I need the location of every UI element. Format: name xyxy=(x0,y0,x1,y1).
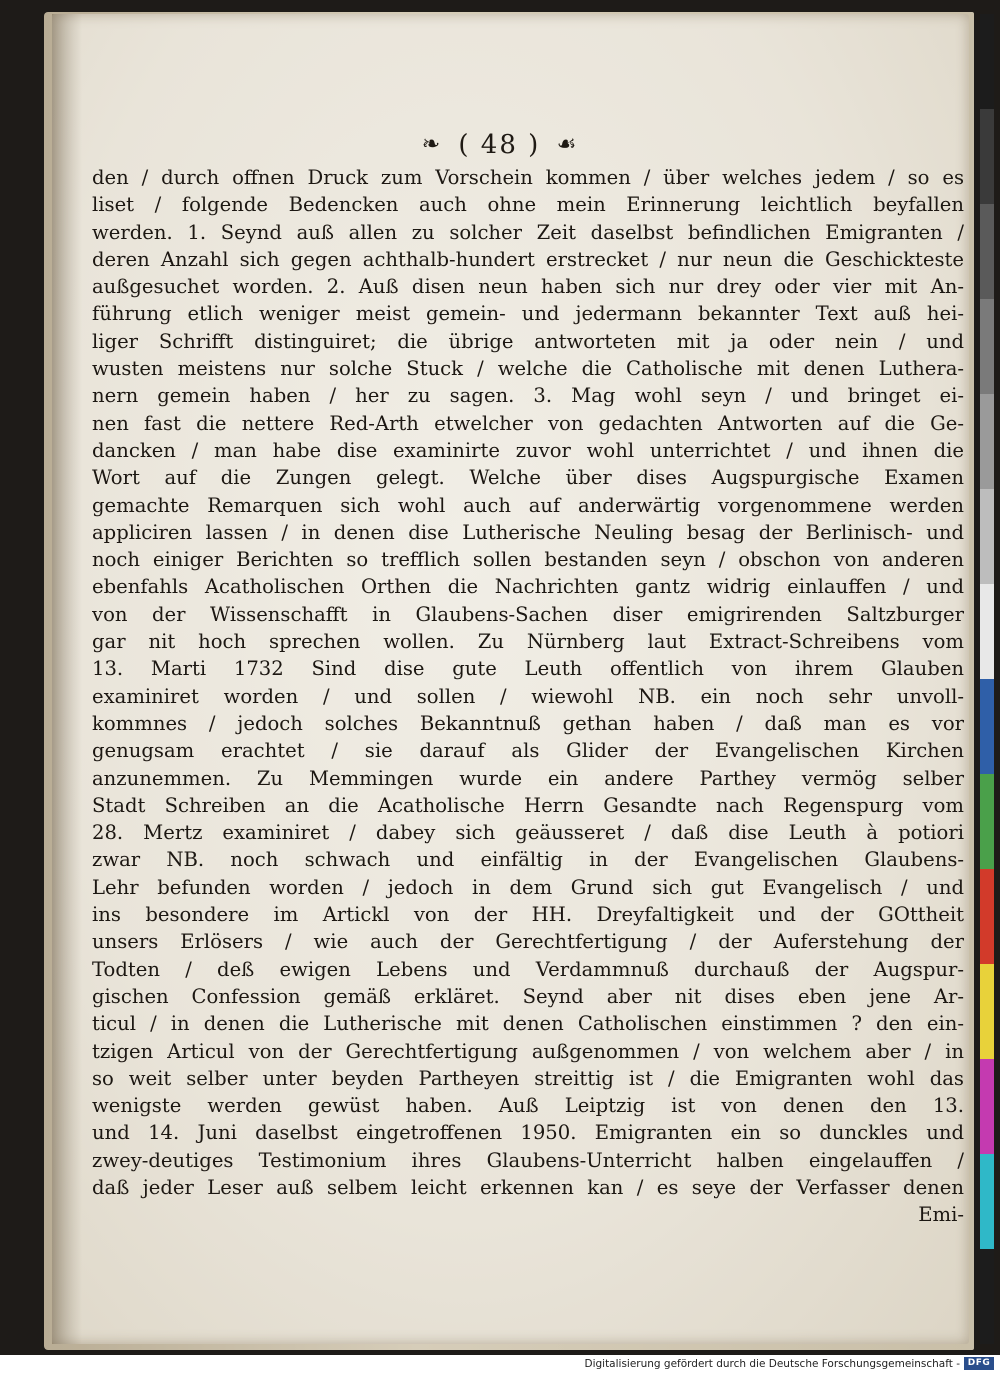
color-swatch xyxy=(980,964,994,1059)
text-line: ins besondere im Artickl von der HH. Dreyfaltigkeit und der GOttheit xyxy=(92,903,964,927)
text-line: ebenfahls Acatholischen Orthen die Nachrichten gantz widrig einlauffen / und xyxy=(92,575,964,599)
binding-shadow xyxy=(52,14,82,1344)
color-swatch xyxy=(980,1154,994,1249)
text-line: 13. Marti 1732 Sind dise gute Leuth offentlich von ihrem Glauben xyxy=(92,657,964,681)
color-swatch xyxy=(980,489,994,584)
body-text xyxy=(92,164,964,1229)
text-line: liset / folgende Bedencken auch ohne mein Erinnerung leichtlich beyfallen xyxy=(92,193,964,217)
text-line: Emi- xyxy=(918,1203,964,1227)
text-line: Stadt Schreiben an die Acatholische Herrn Gesandte nach Regenspurg vom xyxy=(92,793,964,817)
ornament-right-icon: ☙ xyxy=(556,132,579,157)
color-swatch xyxy=(980,204,994,299)
color-swatch xyxy=(980,584,994,679)
text-line: wenigste werden gewüst haben. Auß Leiptzig ist von denen den 13. xyxy=(92,1094,964,1118)
color-swatch xyxy=(980,869,994,964)
color-swatch xyxy=(980,1059,994,1154)
color-swatch xyxy=(980,1249,994,1344)
text-line: gar nit hoch sprechen wollen. Zu Nürnberg laut Extract-Schreibens vom xyxy=(92,630,964,654)
color-swatch xyxy=(980,14,994,109)
text-line: gemachte Remarquen sich wohl auch auf anderwärtig vorgenommene werden xyxy=(92,493,964,517)
text-line: examiniret worden / und sollen / wiewohl NB. ein noch sehr unvoll- xyxy=(92,684,964,708)
text-line: von der Wissenschafft in Glaubens-Sachen diser emigrirenden Saltzburger xyxy=(92,602,964,626)
text-line: noch einiger Berichten so trefflich sollen bestanden seyn / obschon von anderen xyxy=(92,548,964,572)
text-line: Lehr befunden worden / jedoch in dem Grund sich gut Evangelisch / und xyxy=(92,875,964,899)
color-swatch xyxy=(980,299,994,394)
color-swatch xyxy=(980,394,994,489)
color-calibration-bar xyxy=(980,14,994,1344)
text-line: Wort auf die Zungen gelegt. Welche über dises Augspurgische Examen xyxy=(92,466,964,490)
text-line: kommnes / jedoch solches Bekanntnuß gethan haben / daß man es vor xyxy=(92,711,964,735)
text-line: wusten meistens nur solche Stuck / welche die Catholische mit denen Luthera- xyxy=(92,357,964,381)
color-swatch xyxy=(980,774,994,869)
text-line: nen fast die nettere Red-Arth etwelcher von gedachten Antworten auf die Ge- xyxy=(92,411,964,435)
page-header xyxy=(0,130,1000,160)
text-line: anzunemmen. Zu Memmingen wurde ein andere Parthey vermög selber xyxy=(92,766,964,790)
text-line: werden. 1. Seynd auß allen zu solcher Zeit daselbst befindlichen Emigranten / xyxy=(92,220,964,244)
text-line: zwar NB. noch schwach und einfältig in der Evangelischen Glaubens- xyxy=(92,848,964,872)
text-line: appliciren lassen / in denen dise Lutherische Neuling besag der Berlinisch- und xyxy=(92,520,964,544)
ornament-left-icon: ❧ xyxy=(421,132,443,157)
text-line: ticul / in denen die Lutherische mit denen Catholischen einstimmen ? den ein- xyxy=(92,1012,964,1036)
text-line: und 14. Juni daselbst eingetroffenen 1950. Emigranten ein so dunckles und xyxy=(92,1121,964,1145)
text-line: liger Schrifft distinguiret; die übrige antworteten mit ja oder nein / und xyxy=(92,329,964,353)
color-swatch xyxy=(980,679,994,774)
text-line: gischen Confession gemäß erkläret. Seynd aber nit dises eben jene Ar- xyxy=(92,984,964,1008)
text-line: daß jeder Leser auß selbem leicht erkennen kan / es seye der Verfasser denen xyxy=(92,1175,964,1199)
dfg-logo: DFG xyxy=(964,1357,994,1370)
text-line: führung etlich weniger meist gemein- und jedermann bekannter Text auß hei- xyxy=(92,302,964,326)
text-line: 28. Mertz examiniret / dabey sich geäusseret / daß dise Leuth à potiori xyxy=(92,821,964,845)
text-line: unsers Erlösers / wie auch der Gerechtfertigung / der Auferstehung der xyxy=(92,930,964,954)
text-line: genugsam erachtet / sie darauf als Glider der Evangelischen Kirchen xyxy=(92,739,964,763)
text-line: tzigen Articul von der Gerechtfertigung außgenommen / von welchem aber / in xyxy=(92,1039,964,1063)
text-line: außgesuchet worden. 2. Auß disen neun haben sich nur drey oder vier mit An- xyxy=(92,275,964,299)
text-line: deren Anzahl sich gegen achthalb-hundert erstrecket / nur neun die Geschickteste xyxy=(92,247,964,271)
text-line: Todten / deß ewigen Lebens und Verdammnuß durchauß der Augspur- xyxy=(92,957,964,981)
text-line: nern gemein haben / her zu sagen. 3. Mag wohl seyn / und bringet ei- xyxy=(92,384,964,408)
page-number: ( 48 ) xyxy=(458,130,541,160)
digitization-credit: Digitalisierung gefördert durch die Deutsche Forschungsgemeinschaft - xyxy=(584,1358,960,1370)
text-line: zwey-deutiges Testimonium ihres Glaubens-Unterricht halben eingelauffen / xyxy=(92,1148,964,1172)
text-line: so weit selber unter beyden Partheyen streittig ist / die Emigranten wohl das xyxy=(92,1066,964,1090)
text-line: dancken / man habe dise examinirte zuvor wohl unterrichtet / und ihnen die xyxy=(92,438,964,462)
text-line: den / durch offnen Druck zum Vorschein kommen / über welches jedem / so es xyxy=(92,166,964,189)
